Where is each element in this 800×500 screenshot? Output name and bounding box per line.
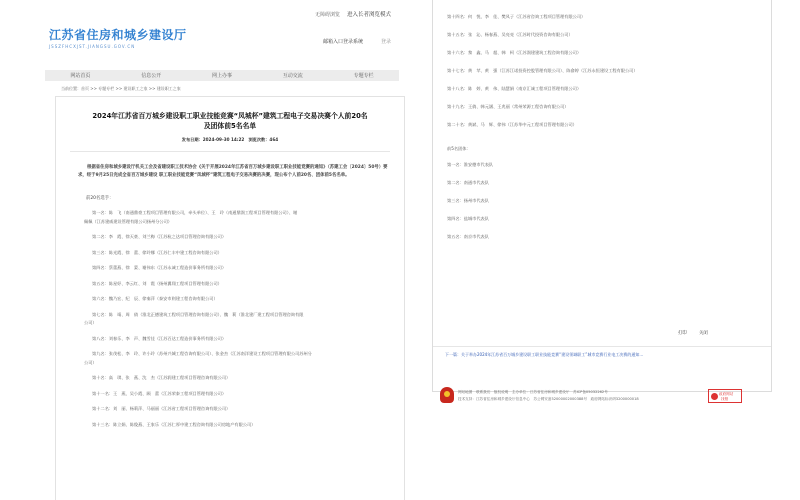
list-item: 第十三名：陈立娟、陈俊燕、王家乐（江苏仁厚中建工程咨询有限公司房地产有限公司） — [92, 421, 256, 427]
left-page — [45, 0, 399, 500]
site-domain: JSSZFHCXJST.JIANGSU.GOV.CN — [49, 44, 136, 49]
accessibility-link[interactable]: 无障碍浏览 — [315, 12, 341, 18]
team-item: 第一名：淮安德市代表队 — [447, 162, 494, 167]
divider — [70, 151, 390, 152]
breadcrumb[interactable]: 当前位置：首页 >> 专题专栏 >> 建设职工之家 >> 建设职工之家 — [61, 86, 181, 91]
list-item: 第十名：高 琪、张 燕、沈 杰（江苏润建工程项目管理咨询有限公司） — [92, 375, 231, 380]
article-meta: 发布日期：2024-09-30 14:22 浏览次数：464 — [181, 137, 279, 142]
print-button[interactable]: 打印 — [678, 331, 687, 336]
list-item: 第十一名：王 燕、吴小霞、顾 蕾（江苏荣泰工程项目管理有限公司） — [92, 390, 227, 396]
nav-info[interactable]: 信息公开 — [141, 73, 162, 79]
footer-line-2: 技术支持：江苏省住房和城乡建设厅信息中心 苏公网安备32000002000388号 政府网站标识码3200000018 — [458, 397, 639, 401]
team-heading: 前5名团体： — [447, 146, 471, 151]
list-item: 第三名：陈光霞、徐 蕾、徐玲娜（江苏仁丰中建工程咨询有限公司） — [92, 249, 222, 255]
list-item: 公司） — [84, 359, 97, 365]
national-emblem-icon — [440, 387, 454, 403]
report-error-badge[interactable] — [708, 389, 742, 403]
login-link[interactable]: 登录 — [381, 39, 392, 45]
list-item: 第二十名：黄斌、马 辉、徐伟（江苏华中元工程项目管理有限公司） — [447, 122, 577, 127]
list-item: 第十六名：黎 鑫、马 超、韩 柯（江苏润建建筑工程咨询有限公司） — [447, 50, 582, 55]
list-item: 第十九名：王倩、韩元涵、王兆丽（常州荣源工程咨询有限公司） — [447, 104, 569, 109]
team-item: 第四名：盐城市代表队 — [447, 216, 489, 221]
divider — [433, 346, 771, 347]
list-item: 佩佩（江苏建威建设管理有限公司扬州分公司） — [84, 218, 172, 224]
section-heading: 前20名选手： — [86, 196, 114, 201]
article — [55, 96, 405, 500]
team-item: 第三名：扬州市代表队 — [447, 198, 489, 203]
main-nav — [45, 70, 399, 81]
list-item: 第十二名：刘 丽、杨莉萍、马丽丽（江苏省工程项目管理咨询有限公司） — [92, 406, 231, 411]
list-item: 第十四名：何 悦、李 佳、樊凤子（江苏省咨询工程项目管理有限公司） — [447, 14, 586, 19]
list-item: 第十八名：陈 婷、黄 伟、陆慧娟（南京汇诚工程项目管理有限公司） — [447, 86, 582, 91]
gov-site-icon — [711, 393, 718, 400]
site-name: 江苏省住房和城乡建设厅 — [49, 28, 187, 42]
list-item: 第五名：陈星妤、李云红、刘 霞（扬州翼翔工程项目管理有限公司） — [92, 280, 222, 286]
list-item: 第九名：张茂松、李 玲、许小玲（苏州兴城工程咨询有限公司）、张金杰（江苏南洋建设工程项目管理有限公司苏州分 — [92, 351, 312, 356]
list-item: 第六名：魏乃宏、纪 辰、徐秦萍（泰安市则建工程咨询有限公司） — [92, 296, 218, 301]
list-item: 第八名：刘春乐、李 声、魏雪佳（江苏百达工程造价事务所有限公司） — [92, 335, 227, 341]
footer — [432, 384, 772, 406]
list-item: 第一名：陈 飞（南通鼎豪工程项目管理有限公司，牵头单位）、王 玲（南通鼎润工程项目管理有限公司）、谢 — [92, 210, 298, 215]
list-item: 第十五名：张 沁、杨春燕、吴亮亮（江苏时代投资咨询有限公司） — [447, 32, 573, 37]
mail-login-link[interactable]: 邮箱入口登录系统 — [323, 39, 364, 45]
badge-label-top: 政府网站 — [719, 392, 734, 396]
elder-mode-link[interactable]: 进入长者浏览模式 — [347, 12, 392, 18]
team-item: 第二名：南通市代表队 — [447, 180, 489, 185]
list-item: 第十七名：黄 苹、黄 强（江苏江诺投资控股管理有限公司）、陈俞婷（江苏永恒建设工程有限公司） — [447, 68, 638, 73]
next-article-link[interactable]: 下一篇：关于举办2024年江苏省百万城乡建设职工职业技能竞赛“建设领域职工”城市竞赛行业电工决赛的通知… — [445, 352, 644, 357]
article-title: 2024年江苏省百万城乡建设职工职业技能竞赛“凤城杯”建筑工程电子交易决赛个人前20名及团体前5名名单 — [92, 112, 368, 130]
article-intro: 根据省住房和城乡建设厅机关工会及省建设职工技术协会《关于开展2024年江苏省百万城乡建设职工职业技能竞赛的通知》（苏建工会〔2024〕50号）要求，经于9月25日完成全省百万城乡建设 职工职业技能竞赛“凤城杯”建筑工程电子交易决赛的决赛，现公布个人前20名、团体前5名名单。 — [78, 165, 388, 178]
top-bar — [45, 8, 399, 22]
close-button[interactable]: 关闭 — [699, 331, 708, 336]
nav-online-service[interactable]: 网上办事 — [211, 73, 232, 79]
team-item: 第五名：南京市代表队 — [447, 234, 489, 239]
nav-topics[interactable]: 专题专栏 — [353, 73, 374, 79]
site-logo[interactable] — [49, 26, 187, 49]
list-item: 第四名：蔡蕾燕、徐 蒙、谢伟东（江苏永诚工程造价事务所有限公司） — [92, 265, 227, 270]
badge-label-bottom: 找错 — [721, 397, 729, 401]
list-item: 第七名：陈 靖、周 倩（淮北正德建筑工程项目管理咨询有限公司）、魏 莉（淮北建厂建工程项目管理咨询有限 — [92, 311, 304, 317]
list-item: 公司） — [84, 320, 97, 325]
nav-interaction[interactable]: 互动交流 — [282, 73, 303, 79]
right-page — [432, 0, 772, 392]
nav-home[interactable]: 网站首页 — [70, 73, 91, 79]
footer-line-1: 网站地图 联系我们 版权说明 主办单位：江苏省住房和城乡建设厅 苏ICP备05032262号 — [458, 390, 608, 394]
list-item: 第二名：李 霞、徐天豪、刘兰梅（江苏杭之达项目管理咨询有限公司） — [92, 234, 227, 239]
